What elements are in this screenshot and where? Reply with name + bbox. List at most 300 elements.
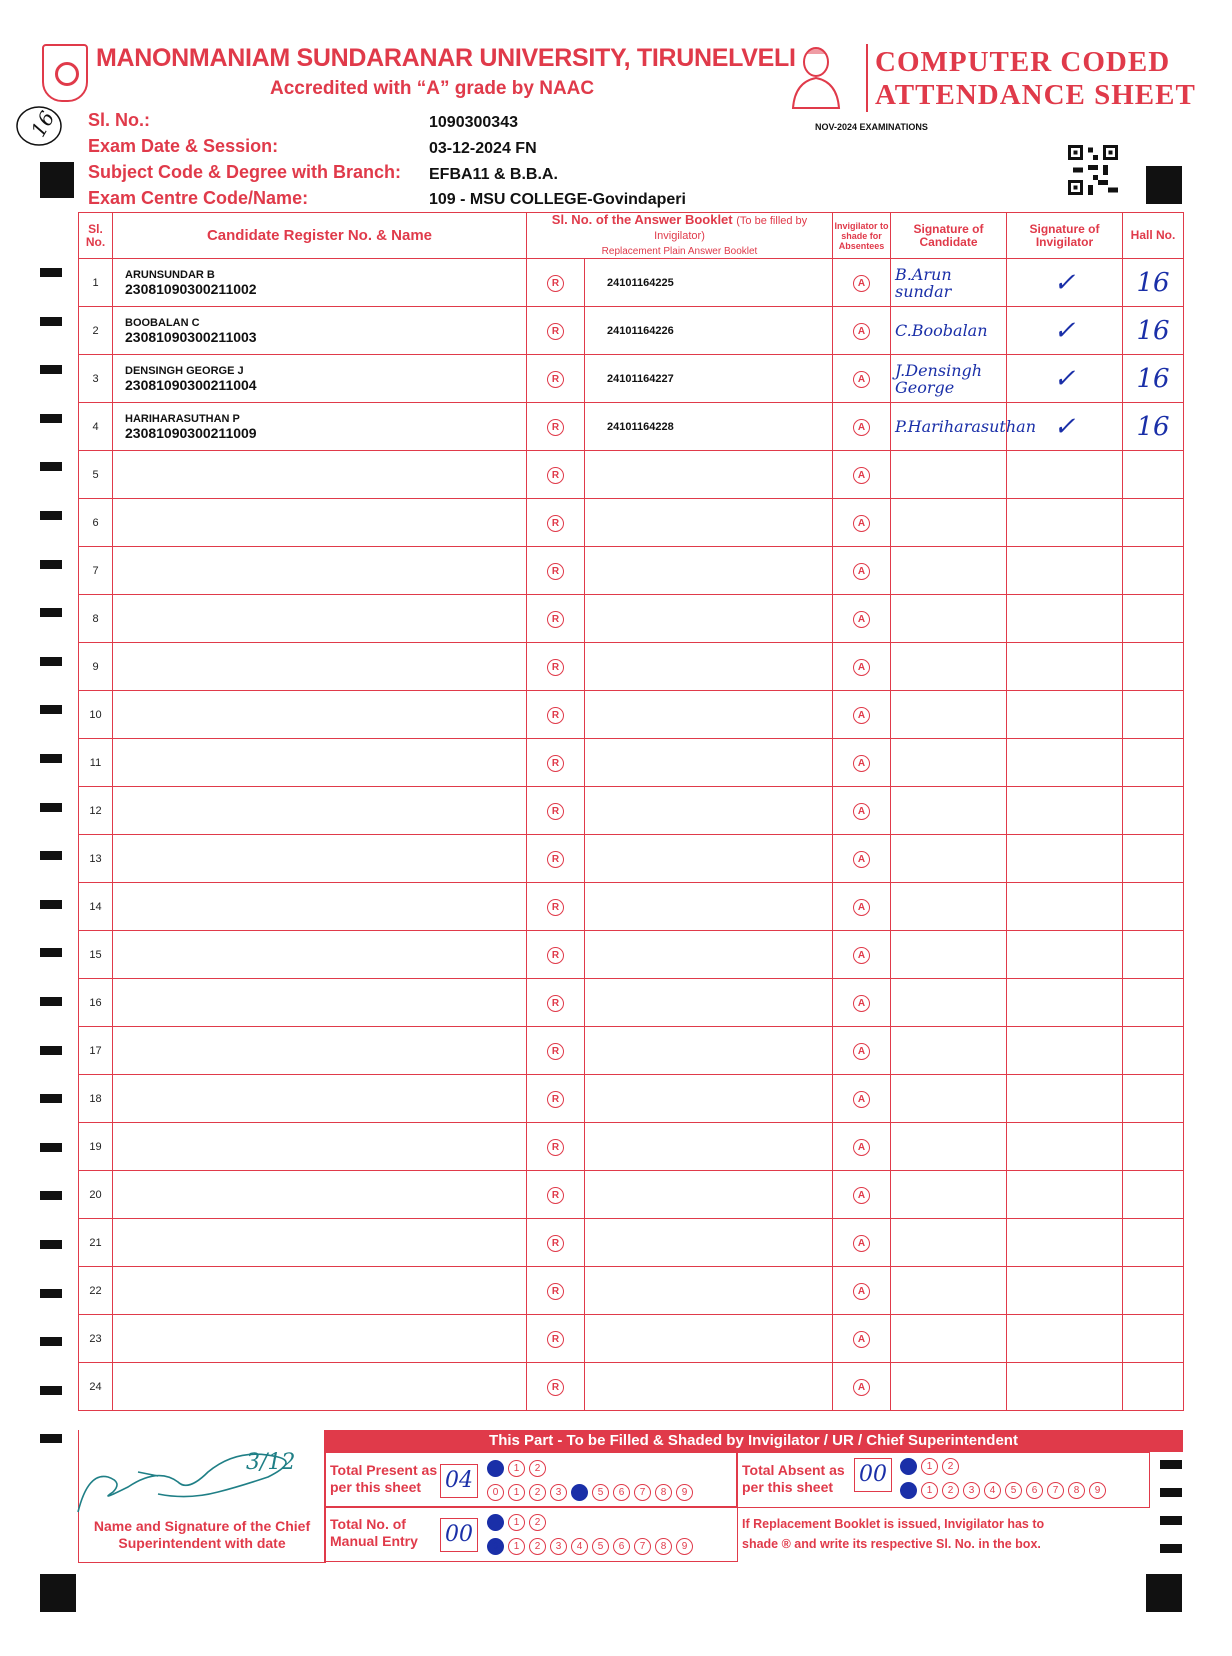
row-sl: 12 — [79, 787, 113, 835]
candidate-signature: B.Arun sundar — [891, 259, 1007, 307]
absent-bubble[interactable]: A — [853, 1091, 870, 1108]
row-sl: 17 — [79, 1027, 113, 1075]
portrait-emblem — [785, 44, 847, 110]
replacement-bubble[interactable]: R — [547, 371, 564, 388]
row-candidate — [113, 355, 527, 403]
hall-number — [1123, 787, 1184, 835]
replacement-bubble[interactable]: R — [547, 995, 564, 1012]
booklet-number — [585, 691, 833, 739]
replacement-cell — [527, 1027, 585, 1075]
table-row — [79, 1267, 1184, 1315]
digit-bubble[interactable]: 3 — [550, 1484, 567, 1501]
row-candidate — [113, 691, 527, 739]
replacement-bubble[interactable]: R — [547, 323, 564, 340]
timing-mark — [40, 1337, 62, 1346]
summary-banner: This Part - To be Filled & Shaded by Invigilator / UR / Chief Superintendent — [324, 1430, 1183, 1452]
digit-bubble[interactable]: 4 — [571, 1538, 588, 1555]
row-sl: 8 — [79, 595, 113, 643]
timing-mark — [40, 900, 62, 909]
replacement-bubble[interactable]: R — [547, 1235, 564, 1252]
invigilator-signature — [1007, 787, 1123, 835]
absent-cell — [833, 931, 891, 979]
row-candidate — [113, 1315, 527, 1363]
absent-bubble[interactable]: A — [853, 755, 870, 772]
replacement-cell — [527, 1171, 585, 1219]
digit-bubble[interactable]: 0 — [487, 1538, 504, 1555]
invigilator-signature — [1007, 1363, 1123, 1411]
digit-bubble[interactable]: 9 — [676, 1538, 693, 1555]
absent-bubble[interactable]: A — [853, 1331, 870, 1348]
invigilator-signature — [1007, 547, 1123, 595]
absent-bubble[interactable]: A — [853, 707, 870, 724]
timing-mark — [40, 162, 74, 198]
row-sl: 14 — [79, 883, 113, 931]
replacement-bubble[interactable]: R — [547, 1091, 564, 1108]
table-row — [79, 403, 1184, 451]
hall-number — [1123, 1075, 1184, 1123]
replacement-bubble[interactable]: R — [547, 515, 564, 532]
invigilator-signature — [1007, 835, 1123, 883]
timing-mark — [40, 365, 62, 374]
candidate-signature: C.Boobalan — [891, 307, 1007, 355]
timing-mark — [40, 462, 62, 471]
replacement-bubble[interactable]: R — [547, 803, 564, 820]
absent-cell — [833, 259, 891, 307]
absent-cell — [833, 883, 891, 931]
exam-tag: NOV-2024 EXAMINATIONS — [815, 122, 928, 132]
hall-number: 16 — [1123, 403, 1184, 451]
timing-mark — [40, 1386, 62, 1395]
sheet-title-line2: ATTENDANCE SHEET — [875, 79, 1196, 111]
absent-bubble[interactable]: A — [853, 1235, 870, 1252]
timing-mark — [40, 948, 62, 957]
invigilator-signature — [1007, 1075, 1123, 1123]
candidate-signature — [891, 1123, 1007, 1171]
replacement-bubble[interactable]: R — [547, 707, 564, 724]
booklet-number — [585, 1075, 833, 1123]
replacement-bubble[interactable]: R — [547, 1043, 564, 1060]
absent-cell — [833, 739, 891, 787]
replacement-bubble[interactable]: R — [547, 563, 564, 580]
row-candidate — [113, 259, 527, 307]
digit-bubble[interactable]: 6 — [613, 1538, 630, 1555]
timing-mark — [40, 997, 62, 1006]
invigilator-signature — [1007, 451, 1123, 499]
row-candidate — [113, 1363, 527, 1411]
candidate-signature — [891, 1363, 1007, 1411]
hall-number: 16 — [1123, 307, 1184, 355]
replacement-cell — [527, 835, 585, 883]
replacement-cell — [527, 1267, 585, 1315]
absent-cell — [833, 787, 891, 835]
sheet-title — [875, 46, 1196, 112]
digit-bubble[interactable]: 2 — [529, 1484, 546, 1501]
row-candidate — [113, 979, 527, 1027]
digit-bubble[interactable]: 8 — [655, 1538, 672, 1555]
candidate-signature — [891, 499, 1007, 547]
hall-number — [1123, 739, 1184, 787]
row-candidate — [113, 547, 527, 595]
replacement-bubble[interactable]: R — [547, 899, 564, 916]
replacement-cell — [527, 739, 585, 787]
absent-bubble[interactable]: A — [853, 275, 870, 292]
row-sl: 18 — [79, 1075, 113, 1123]
table-header — [79, 213, 1184, 259]
absent-bubble[interactable]: A — [853, 899, 870, 916]
candidate-signature — [891, 1267, 1007, 1315]
replacement-cell — [527, 259, 585, 307]
replacement-bubble[interactable]: R — [547, 755, 564, 772]
digit-bubble[interactable]: 8 — [655, 1484, 672, 1501]
invigilator-signature — [1007, 1123, 1123, 1171]
invigilator-signature — [1007, 1267, 1123, 1315]
digit-bubble[interactable]: 9 — [1089, 1482, 1106, 1499]
invigilator-signature — [1007, 979, 1123, 1027]
row-candidate — [113, 931, 527, 979]
replacement-bubble[interactable]: R — [547, 947, 564, 964]
row-sl: 5 — [79, 451, 113, 499]
candidate-signature — [891, 1171, 1007, 1219]
booklet-number — [585, 499, 833, 547]
booklet-number — [585, 1123, 833, 1171]
replacement-cell — [527, 931, 585, 979]
absent-cell — [833, 355, 891, 403]
row-candidate — [113, 499, 527, 547]
row-candidate — [113, 1171, 527, 1219]
timing-mark — [40, 657, 62, 666]
booklet-number — [585, 451, 833, 499]
hall-number — [1123, 643, 1184, 691]
col-sig-candidate: Signature of Candidate — [891, 213, 1007, 259]
timing-mark — [40, 1289, 62, 1298]
absent-bubble[interactable]: A — [853, 323, 870, 340]
absent-cell — [833, 835, 891, 883]
absent-bubble[interactable]: A — [853, 1283, 870, 1300]
booklet-number: 24101164226 — [585, 307, 833, 355]
table-row — [79, 547, 1184, 595]
row-sl: 7 — [79, 547, 113, 595]
candidate-name: BOOBALAN C — [125, 316, 200, 329]
absent-cell — [833, 1363, 891, 1411]
total-present-value: 04 — [440, 1464, 478, 1498]
replacement-bubble[interactable]: R — [547, 419, 564, 436]
timing-mark — [1146, 166, 1182, 204]
info-label-date: Exam Date & Session: — [88, 136, 279, 156]
absent-bubble[interactable]: A — [853, 611, 870, 628]
digit-bubble[interactable]: 1 — [508, 1484, 525, 1501]
absent-bubble[interactable]: A — [853, 851, 870, 868]
absent-bubble[interactable]: A — [853, 467, 870, 484]
replacement-bubble[interactable]: R — [547, 611, 564, 628]
digit-bubble[interactable]: 5 — [592, 1538, 609, 1555]
digit-bubble[interactable]: 4 — [571, 1484, 588, 1501]
digit-bubble[interactable]: 9 — [676, 1484, 693, 1501]
invigilator-signature — [1007, 691, 1123, 739]
manual-entry-value: 00 — [440, 1518, 478, 1552]
timing-mark — [40, 803, 62, 812]
booklet-number — [585, 883, 833, 931]
absent-cell — [833, 499, 891, 547]
absent-cell — [833, 403, 891, 451]
row-sl: 3 — [79, 355, 113, 403]
university-name: MANONMANIAM SUNDARANAR UNIVERSITY, TIRUNELVELI — [96, 44, 796, 72]
hall-number: 16 — [1123, 355, 1184, 403]
invigilator-signature — [1007, 1027, 1123, 1075]
table-row — [79, 1075, 1184, 1123]
hall-number — [1123, 1315, 1184, 1363]
booklet-number — [585, 1027, 833, 1075]
digit-bubble[interactable]: 0 — [487, 1484, 504, 1501]
table-row — [79, 355, 1184, 403]
timing-mark — [40, 1046, 62, 1055]
booklet-number — [585, 1363, 833, 1411]
absent-bubble[interactable]: A — [853, 1043, 870, 1060]
booklet-number — [585, 643, 833, 691]
digit-bubble[interactable]: 6 — [1026, 1482, 1043, 1499]
digit-bubble[interactable]: 1 — [508, 1538, 525, 1555]
digit-bubble[interactable]: 1 — [508, 1460, 525, 1477]
absent-bubble[interactable]: A — [853, 419, 870, 436]
attendance-table — [78, 212, 1184, 1411]
table-row — [79, 1363, 1184, 1411]
col-absent: Invigilator to shade for Absentees — [833, 213, 891, 259]
row-sl: 4 — [79, 403, 113, 451]
absent-bubble[interactable]: A — [853, 515, 870, 532]
hall-number — [1123, 883, 1184, 931]
replacement-bubble[interactable]: R — [547, 1139, 564, 1156]
row-candidate — [113, 643, 527, 691]
digit-bubble[interactable]: 0 — [900, 1482, 917, 1499]
booklet-number — [585, 835, 833, 883]
candidate-signature — [891, 1219, 1007, 1267]
table-row — [79, 979, 1184, 1027]
manual-entry-label: Total No. of Manual Entry — [330, 1516, 418, 1549]
col-booklet-sub: Replacement Plain Answer Booklet — [601, 246, 758, 257]
header-divider — [866, 44, 868, 112]
candidate-signature — [891, 451, 1007, 499]
table-row — [79, 1171, 1184, 1219]
replacement-bubble[interactable]: R — [547, 1283, 564, 1300]
digit-bubble[interactable]: 3 — [550, 1538, 567, 1555]
candidate-register: 23081090300211002 — [125, 280, 257, 297]
col-booklet — [527, 213, 833, 259]
absent-tens-bubbles — [900, 1458, 959, 1475]
hall-number — [1123, 1123, 1184, 1171]
table-row — [79, 451, 1184, 499]
invigilator-signature: ✓ — [1007, 259, 1123, 307]
table-row — [79, 931, 1184, 979]
digit-bubble-zero-filled[interactable] — [487, 1514, 504, 1531]
replacement-bubble[interactable]: R — [547, 1379, 564, 1396]
invigilator-signature: ✓ — [1007, 403, 1123, 451]
absent-cell — [833, 451, 891, 499]
invigilator-signature: ✓ — [1007, 307, 1123, 355]
digit-bubble[interactable]: 3 — [963, 1482, 980, 1499]
table-row — [79, 883, 1184, 931]
candidate-name: DENSINGH GEORGE J — [125, 364, 244, 377]
col-sig-invigilator: Signature of Invigilator — [1007, 213, 1123, 259]
invigilator-signature — [1007, 1219, 1123, 1267]
booklet-number — [585, 547, 833, 595]
row-candidate — [113, 1123, 527, 1171]
row-sl: 20 — [79, 1171, 113, 1219]
timing-mark — [40, 851, 62, 860]
absent-bubble[interactable]: A — [853, 1379, 870, 1396]
booklet-number — [585, 1219, 833, 1267]
timing-mark — [40, 1574, 76, 1612]
invigilator-signature — [1007, 499, 1123, 547]
absent-cell — [833, 595, 891, 643]
candidate-signature — [891, 595, 1007, 643]
booklet-number: 24101164227 — [585, 355, 833, 403]
hall-number — [1123, 547, 1184, 595]
digit-bubble[interactable]: 2 — [942, 1482, 959, 1499]
chief-label: Name and Signature of the Chief Superintendent with date — [93, 1518, 311, 1551]
replacement-cell — [527, 643, 585, 691]
digit-bubble[interactable]: 8 — [1068, 1482, 1085, 1499]
absent-cell — [833, 643, 891, 691]
row-candidate — [113, 403, 527, 451]
hall-number — [1123, 1363, 1184, 1411]
absent-bubble[interactable]: A — [853, 1187, 870, 1204]
replacement-cell — [527, 403, 585, 451]
candidate-signature — [891, 691, 1007, 739]
col-sl: Sl. No. — [79, 213, 113, 259]
col-hall: Hall No. — [1123, 213, 1184, 259]
timing-mark — [40, 511, 62, 520]
row-candidate — [113, 883, 527, 931]
row-candidate — [113, 1075, 527, 1123]
timing-mark — [40, 317, 62, 326]
booklet-number — [585, 595, 833, 643]
candidate-signature — [891, 1027, 1007, 1075]
row-candidate — [113, 307, 527, 355]
candidate-name: HARIHARASUTHAN P — [125, 412, 240, 425]
row-sl: 6 — [79, 499, 113, 547]
invigilator-signature — [1007, 739, 1123, 787]
row-sl: 15 — [79, 931, 113, 979]
candidate-signature — [891, 643, 1007, 691]
table-row — [79, 787, 1184, 835]
row-candidate — [113, 835, 527, 883]
digit-bubble[interactable]: 1 — [921, 1458, 938, 1475]
replacement-cell — [527, 787, 585, 835]
digit-bubble[interactable]: 2 — [942, 1458, 959, 1475]
digit-bubble[interactable]: 4 — [984, 1482, 1001, 1499]
digit-bubble[interactable]: 7 — [1047, 1482, 1064, 1499]
absent-bubble[interactable]: A — [853, 659, 870, 676]
absent-bubble[interactable]: A — [853, 371, 870, 388]
candidate-signature — [891, 787, 1007, 835]
candidate-signature: J.Densingh George — [891, 355, 1007, 403]
candidate-signature — [891, 931, 1007, 979]
digit-bubble-zero-filled[interactable] — [900, 1458, 917, 1475]
replacement-bubble[interactable]: R — [547, 851, 564, 868]
candidate-register: 23081090300211004 — [125, 376, 257, 393]
candidate-signature — [891, 739, 1007, 787]
digit-bubble[interactable]: 2 — [529, 1460, 546, 1477]
col-booklet-title: Sl. No. of the Answer Booklet — [551, 212, 733, 227]
invigilator-signature — [1007, 643, 1123, 691]
absent-cell — [833, 1315, 891, 1363]
absent-bubble[interactable]: A — [853, 563, 870, 580]
digit-bubble-zero-filled[interactable] — [487, 1460, 504, 1477]
replacement-note: If Replacement Booklet is issued, Invigilator has to shade ® and write its respective Sl. No. in the box. — [742, 1517, 1045, 1551]
replacement-cell — [527, 595, 585, 643]
table-row — [79, 595, 1184, 643]
row-sl: 11 — [79, 739, 113, 787]
absent-cell — [833, 1123, 891, 1171]
booklet-number — [585, 931, 833, 979]
total-present-label: Total Present as per this sheet — [330, 1462, 438, 1495]
timing-mark — [40, 754, 62, 763]
candidate-signature — [891, 547, 1007, 595]
replacement-cell — [527, 451, 585, 499]
timing-mark — [40, 1094, 62, 1103]
timing-mark — [40, 414, 62, 423]
absent-bubble[interactable]: A — [853, 1139, 870, 1156]
absent-units-bubbles — [900, 1482, 1106, 1499]
replacement-cell — [527, 355, 585, 403]
hall-circle-number: 16 — [25, 106, 60, 142]
replacement-bubble[interactable]: R — [547, 275, 564, 292]
timing-mark — [40, 1240, 62, 1249]
present-tens-bubbles — [487, 1460, 546, 1477]
replacement-bubble[interactable]: R — [547, 1331, 564, 1348]
absent-cell — [833, 547, 891, 595]
timing-mark — [40, 1143, 62, 1152]
digit-bubble[interactable]: 6 — [613, 1484, 630, 1501]
replacement-bubble[interactable]: R — [547, 1187, 564, 1204]
replacement-cell — [527, 979, 585, 1027]
row-sl: 22 — [79, 1267, 113, 1315]
booklet-number — [585, 1315, 833, 1363]
chief-signature-scribble — [68, 1432, 318, 1522]
timing-mark — [40, 560, 62, 569]
digit-bubble[interactable]: 7 — [634, 1484, 651, 1501]
absent-bubble[interactable]: A — [853, 995, 870, 1012]
digit-bubble[interactable]: 5 — [1005, 1482, 1022, 1499]
row-candidate — [113, 1267, 527, 1315]
absent-bubble[interactable]: A — [853, 947, 870, 964]
replacement-bubble[interactable]: R — [547, 659, 564, 676]
replacement-cell — [527, 307, 585, 355]
booklet-number — [585, 1267, 833, 1315]
digit-bubble[interactable]: 2 — [529, 1538, 546, 1555]
col-candidate: Candidate Register No. & Name — [113, 213, 527, 259]
row-sl: 24 — [79, 1363, 113, 1411]
digit-bubble[interactable]: 5 — [592, 1484, 609, 1501]
row-sl: 23 — [79, 1315, 113, 1363]
digit-bubble[interactable]: 7 — [634, 1538, 651, 1555]
replacement-bubble[interactable]: R — [547, 467, 564, 484]
absent-cell — [833, 1075, 891, 1123]
booklet-number — [585, 787, 833, 835]
hall-number — [1123, 451, 1184, 499]
replacement-cell — [527, 691, 585, 739]
digit-bubble[interactable]: 1 — [508, 1514, 525, 1531]
candidate-signature — [891, 1315, 1007, 1363]
candidate-register: 23081090300211009 — [125, 424, 257, 441]
col-booklet-note: (To be filled by Invigilator) — [654, 215, 808, 242]
absent-bubble[interactable]: A — [853, 803, 870, 820]
hall-number: 16 — [1123, 259, 1184, 307]
row-sl: 21 — [79, 1219, 113, 1267]
digit-bubble[interactable]: 1 — [921, 1482, 938, 1499]
digit-bubble[interactable]: 2 — [529, 1514, 546, 1531]
replacement-cell — [527, 547, 585, 595]
invigilator-signature — [1007, 1315, 1123, 1363]
